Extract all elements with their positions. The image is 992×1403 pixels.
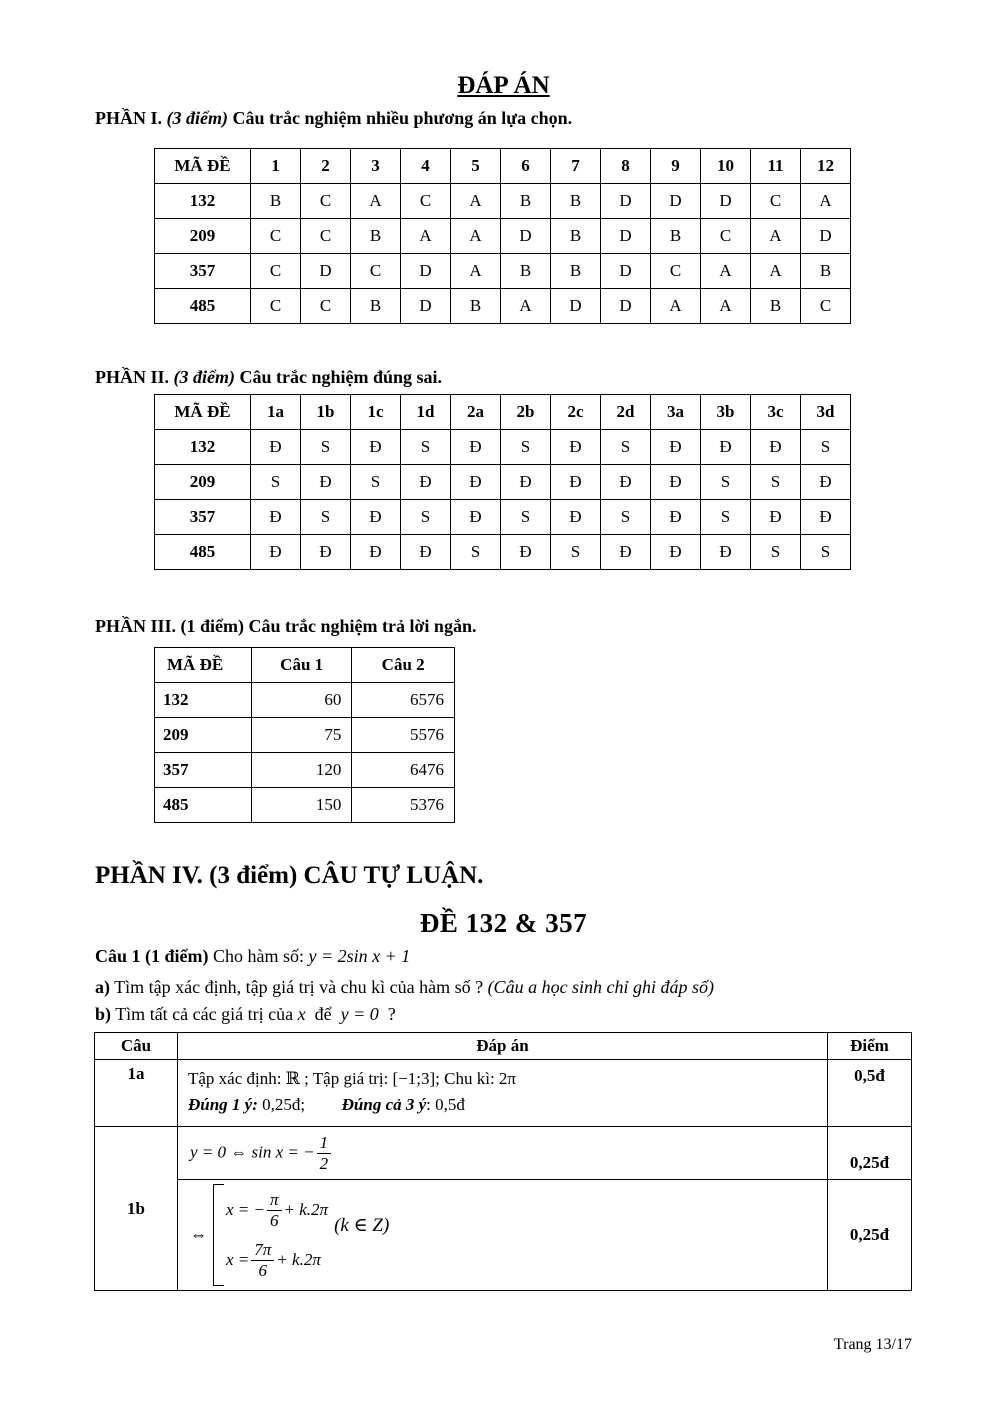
header-question: 2a (451, 395, 501, 430)
row-1a-scoring (188, 1092, 827, 1118)
answer-cell: 75 (252, 718, 352, 753)
answer-cell: C (301, 184, 351, 219)
row-1b-solution-1 (226, 1185, 328, 1235)
table-header-row (155, 648, 455, 683)
part2-desc: Câu trắc nghiệm đúng sai. (239, 367, 443, 387)
header-question: Câu 2 (352, 648, 455, 683)
answer-cell: B (551, 184, 601, 219)
table-row (155, 430, 851, 465)
part2-points: (3 điểm) (173, 367, 235, 387)
header-question: 4 (401, 149, 451, 184)
answer-cell: A (451, 254, 501, 289)
part2-label: PHẦN II. (95, 367, 170, 387)
exam-code-cell: 485 (155, 788, 252, 823)
header-question: 3d (801, 395, 851, 430)
header-question: 3a (651, 395, 701, 430)
table-row (155, 753, 455, 788)
answer-cell: Đ (351, 500, 401, 535)
row-1b-equiv: ⇔ (190, 1225, 207, 1244)
answer-cell: D (551, 289, 601, 324)
answer-cell: B (501, 254, 551, 289)
row-1b-step1-num: 1 (317, 1133, 332, 1154)
exam-code-cell: 357 (155, 500, 251, 535)
answer-cell: 120 (252, 753, 352, 788)
answer-cell: Đ (351, 535, 401, 570)
part1-desc: Câu trắc nghiệm nhiều phương án lựa chọn. (232, 108, 573, 128)
answer-cell: B (551, 254, 601, 289)
q1-label: Câu 1 (1 điểm) (95, 946, 209, 966)
question-1a (95, 977, 714, 998)
table-row (155, 718, 455, 753)
header-question: 7 (551, 149, 601, 184)
header-code: MÃ ĐỀ (155, 149, 251, 184)
row-1b-step1-left: y = 0 ⇔ sin x = − (190, 1141, 315, 1161)
answer-cell: Đ (451, 500, 501, 535)
header-question: 12 (801, 149, 851, 184)
answer-cell: Đ (301, 535, 351, 570)
answer-cell: D (601, 219, 651, 254)
header-question: 2 (301, 149, 351, 184)
answer-cell: 5576 (352, 718, 455, 753)
answer-cell: Đ (501, 535, 551, 570)
answer-cell: S (751, 535, 801, 570)
header-question: 1 (251, 149, 301, 184)
question-1 (95, 946, 410, 967)
answer-cell: C (301, 289, 351, 324)
answer-cell: Đ (651, 535, 701, 570)
header-question: 2c (551, 395, 601, 430)
answer-cell: S (501, 500, 551, 535)
answer-cell: D (601, 184, 651, 219)
answer-cell: A (651, 289, 701, 324)
answer-cell: Đ (451, 465, 501, 500)
exam-code-cell: 485 (155, 535, 251, 570)
row-1a-note-a-val: 0,25đ; (257, 1095, 306, 1114)
answer-cell: 60 (252, 683, 352, 718)
answer-cell: B (751, 289, 801, 324)
answer-cell: D (601, 289, 651, 324)
part2-table (154, 394, 851, 570)
qb-eq: y = 0 (340, 1004, 379, 1024)
exam-code-cell: 209 (155, 718, 252, 753)
answer-cell: Đ (751, 500, 801, 535)
table-row (155, 788, 455, 823)
table-row (155, 683, 455, 718)
answer-cell: Đ (251, 500, 301, 535)
answer-cell: Đ (501, 465, 551, 500)
answer-cell: Đ (651, 465, 701, 500)
answer-cell: C (251, 219, 301, 254)
answer-cell: Đ (251, 430, 301, 465)
row-1a-text: Tập xác định: ℝ ; Tập giá trị: [−1;3]; Chu kì: 2π (188, 1069, 517, 1088)
answer-cell: A (751, 254, 801, 289)
header-question: 10 (701, 149, 751, 184)
answer-cell: S (551, 535, 601, 570)
table-row (155, 219, 851, 254)
answer-cell: C (801, 289, 851, 324)
answer-cell: D (651, 184, 701, 219)
row-1b-cau: 1b (95, 1127, 178, 1291)
answer-cell: S (601, 500, 651, 535)
answer-cell: C (301, 219, 351, 254)
table-header-row (155, 395, 851, 430)
qb-var: x (297, 1004, 306, 1024)
table-header-row (155, 149, 851, 184)
sol2-den: 6 (258, 1260, 268, 1280)
answer-cell: A (801, 184, 851, 219)
header-question: 3 (351, 149, 401, 184)
answer-cell: Đ (551, 465, 601, 500)
table-row (155, 500, 851, 535)
answer-cell: S (701, 500, 751, 535)
answer-cell: D (301, 254, 351, 289)
page-number: Trang 13/17 (833, 1336, 912, 1353)
answer-cell: Đ (801, 465, 851, 500)
answer-cell: B (251, 184, 301, 219)
row-1b-solution-2 (226, 1235, 328, 1285)
q1-text: Cho hàm số: (208, 946, 309, 966)
sol2-left: x = (226, 1250, 250, 1269)
header-question: 1c (351, 395, 401, 430)
exam-code-cell: 132 (155, 683, 252, 718)
answer-cell: C (701, 219, 751, 254)
answer-cell: 5376 (352, 788, 455, 823)
header-question: 1a (251, 395, 301, 430)
answer-cell: Đ (601, 535, 651, 570)
exam-code-cell: 209 (155, 219, 251, 254)
answer-cell: Đ (651, 430, 701, 465)
row-1b-step1-points: 0,25đ (828, 1127, 912, 1180)
answer-cell: Đ (451, 430, 501, 465)
qb-end: ? (378, 1004, 396, 1024)
answer-cell: C (751, 184, 801, 219)
answer-cell: S (401, 500, 451, 535)
sol2-num: 7π (251, 1240, 274, 1261)
answer-cell: A (701, 254, 751, 289)
col-cau: Câu (95, 1033, 178, 1060)
answer-cell: Đ (401, 465, 451, 500)
answer-cell: 6576 (352, 683, 455, 718)
answer-cell: Đ (601, 465, 651, 500)
col-dapan: Đáp án (178, 1033, 828, 1060)
answer-cell: S (501, 430, 551, 465)
header-question: Câu 1 (252, 648, 352, 683)
answer-cell: S (701, 465, 751, 500)
answer-cell: S (401, 430, 451, 465)
answer-cell: C (251, 254, 301, 289)
header-question: 3c (751, 395, 801, 430)
answer-cell: C (251, 289, 301, 324)
answer-cell: A (401, 219, 451, 254)
answer-cell: 150 (252, 788, 352, 823)
exam-code-cell: 132 (155, 184, 251, 219)
answer-cell: Đ (801, 500, 851, 535)
row-1a-note-b-val: : 0,5đ (426, 1095, 465, 1114)
row-1a-answer (178, 1060, 828, 1127)
answer-cell: B (501, 184, 551, 219)
header-question: 1d (401, 395, 451, 430)
row-1b-step1-den: 2 (319, 1153, 329, 1173)
answer-cell: S (301, 430, 351, 465)
answer-cell: A (751, 219, 801, 254)
exam-code-cell: 209 (155, 465, 251, 500)
exam-code-heading: ĐỀ 132 & 357 (419, 908, 588, 938)
row-1a-points: 0,5đ (828, 1060, 912, 1127)
answer-cell: B (801, 254, 851, 289)
answer-cell: Đ (701, 535, 751, 570)
answer-cell: D (601, 254, 651, 289)
answer-cell: Đ (401, 535, 451, 570)
part4-heading: PHẦN IV. (3 điểm) CÂU TỰ LUẬN. (95, 862, 484, 889)
part1-table (154, 148, 851, 324)
part1-points: (3 điểm) (166, 108, 228, 128)
table-row (155, 465, 851, 500)
qa-text: Tìm tập xác định, tập giá trị và chu kì của hàm số ? (110, 977, 488, 997)
answer-cell: Đ (651, 500, 701, 535)
answer-cell: S (351, 465, 401, 500)
answer-cell: D (401, 289, 451, 324)
qb-label: b) (95, 1004, 112, 1024)
row-1b-condition: (k ∈ Z) (334, 1214, 390, 1236)
answer-cell: S (451, 535, 501, 570)
answer-cell: C (651, 254, 701, 289)
qb-text2: để (305, 1004, 341, 1024)
answer-cell: D (801, 219, 851, 254)
header-question: 2d (601, 395, 651, 430)
header-question: 11 (751, 149, 801, 184)
answer-cell: A (451, 219, 501, 254)
qa-note: (Câu a học sinh chỉ ghi đáp số) (487, 977, 715, 997)
header-question: 8 (601, 149, 651, 184)
table-row (155, 535, 851, 570)
table-row (155, 289, 851, 324)
answer-cell: C (351, 254, 401, 289)
part3-heading: PHẦN III. (1 điểm) Câu trắc nghiệm trả lời ngắn. (95, 616, 477, 636)
answer-cell: Đ (551, 500, 601, 535)
solution-bracket (213, 1184, 224, 1286)
sol1-den: 6 (270, 1210, 279, 1230)
col-diem: Điểm (828, 1033, 912, 1060)
sol1-num: π (267, 1190, 282, 1211)
answer-cell: A (451, 184, 501, 219)
header-question: 1b (301, 395, 351, 430)
header-question: 9 (651, 149, 701, 184)
exam-code-cell: 357 (155, 254, 251, 289)
answer-key-title: ĐÁP ÁN (457, 72, 550, 99)
row-1b-step2-points: 0,25đ (828, 1180, 912, 1291)
answer-cell: S (751, 465, 801, 500)
answer-cell: B (551, 219, 601, 254)
header-question: 6 (501, 149, 551, 184)
answer-cell: S (801, 535, 851, 570)
solution-row-1b-a (95, 1127, 912, 1180)
qb-text: Tìm tất cả các giá trị của (111, 1004, 298, 1024)
answer-cell: B (351, 289, 401, 324)
answer-cell: C (401, 184, 451, 219)
sol2-right: + k.2π (276, 1250, 321, 1269)
answer-cell: D (401, 254, 451, 289)
answer-cell: S (601, 430, 651, 465)
header-code: MÃ ĐỀ (155, 648, 252, 683)
question-1b (95, 1004, 396, 1025)
answer-cell: D (701, 184, 751, 219)
sol1-left: x = − (226, 1200, 265, 1219)
solution-row-1b-b (95, 1180, 912, 1291)
row-1b-step2 (178, 1180, 828, 1291)
answer-cell: S (251, 465, 301, 500)
qa-label: a) (95, 977, 110, 997)
answer-cell: S (801, 430, 851, 465)
answer-cell: B (451, 289, 501, 324)
header-code: MÃ ĐỀ (155, 395, 251, 430)
answer-cell: Đ (701, 430, 751, 465)
answer-cell: A (701, 289, 751, 324)
answer-cell: B (651, 219, 701, 254)
q1-formula: y = 2sin x + 1 (308, 946, 411, 966)
answer-cell: Đ (351, 430, 401, 465)
answer-cell: Đ (251, 535, 301, 570)
part1-heading (95, 108, 572, 129)
part2-heading (95, 367, 442, 388)
exam-code-cell: 485 (155, 289, 251, 324)
answer-cell: 6476 (352, 753, 455, 788)
part3-table (154, 647, 455, 823)
sol1-right: + k.2π (283, 1200, 329, 1219)
part1-label: PHẦN I. (95, 108, 162, 128)
answer-cell: D (501, 219, 551, 254)
exam-code-cell: 357 (155, 753, 252, 788)
header-question: 5 (451, 149, 501, 184)
table-row (155, 184, 851, 219)
header-question: 3b (701, 395, 751, 430)
row-1b-step1 (178, 1127, 828, 1180)
table-row (155, 254, 851, 289)
solution-row-1a (95, 1060, 912, 1127)
header-question: 2b (501, 395, 551, 430)
row-1a-note-a: Đúng 1 ý: (188, 1095, 258, 1114)
answer-cell: Đ (751, 430, 801, 465)
answer-cell: B (351, 219, 401, 254)
answer-cell: Đ (551, 430, 601, 465)
row-1a-cau: 1a (95, 1060, 178, 1127)
exam-code-cell: 132 (155, 430, 251, 465)
answer-cell: A (351, 184, 401, 219)
solution-table (94, 1032, 912, 1291)
row-1a-note-b: Đúng cả 3 ý (341, 1095, 427, 1114)
answer-cell: A (501, 289, 551, 324)
answer-cell: Đ (301, 465, 351, 500)
solution-header-row (95, 1033, 912, 1060)
answer-cell: S (301, 500, 351, 535)
